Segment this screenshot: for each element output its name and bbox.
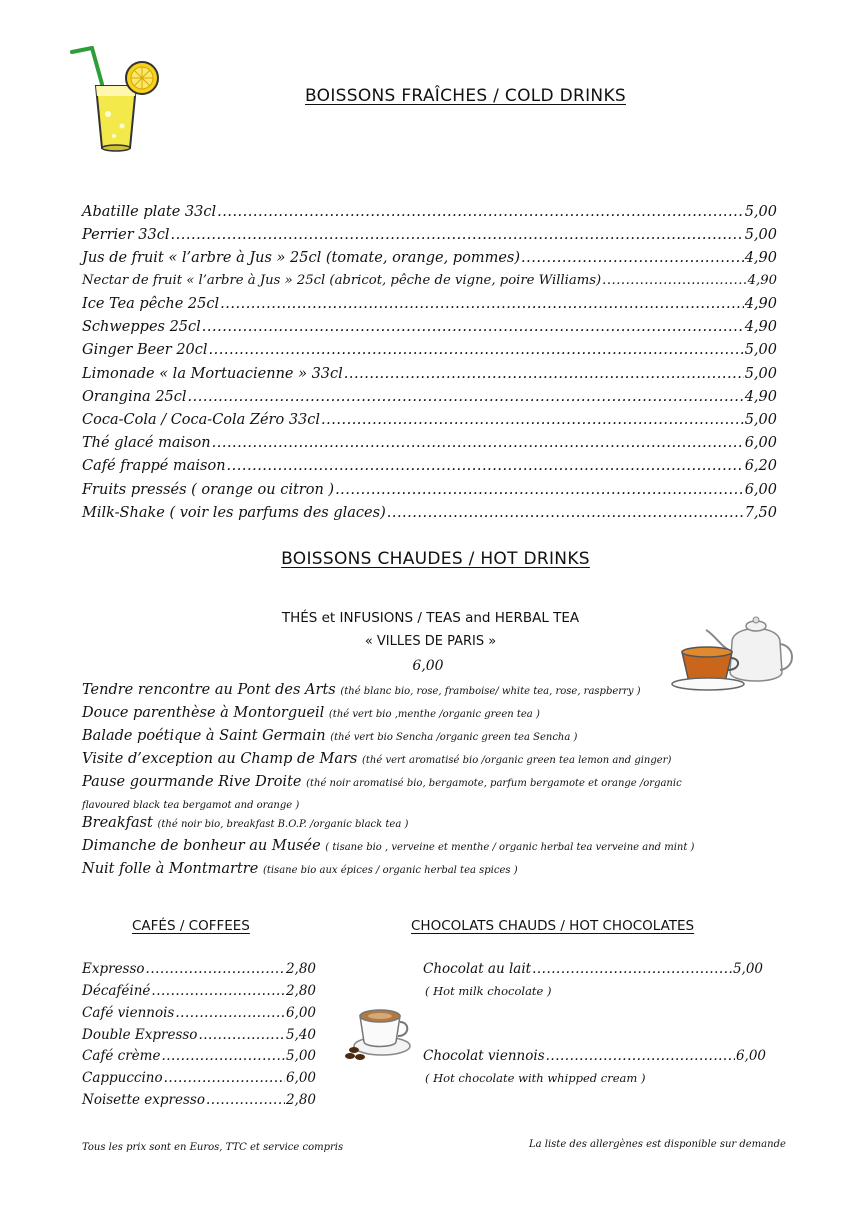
tea-item: [82, 774, 682, 790]
menu-item: [82, 342, 777, 358]
teapot-icon: [670, 612, 802, 694]
item-subtitle: ( Hot milk chocolate ): [425, 984, 552, 998]
tea-description: (thé vert bio Sencha /organic green tea Sencha ): [330, 732, 578, 743]
item-price: 5,00: [744, 204, 777, 220]
tea-description: ( tisane bio , verveine et menthe / organic herbal tea verveine and mint ): [325, 842, 695, 853]
dot-leader: [175, 1005, 285, 1021]
item-name: Décaféiné: [82, 983, 151, 999]
item-price: 4,90: [744, 389, 777, 405]
item-price: 5,00: [285, 1048, 316, 1064]
item-price: 5,40: [285, 1027, 316, 1043]
item-name: Double Expresso: [82, 1027, 198, 1043]
item-price: 6,20: [744, 458, 777, 474]
item-price: 4,90: [744, 296, 777, 312]
dot-leader: [227, 458, 744, 474]
menu-item: [82, 250, 777, 266]
item-name: Orangina 25cl: [82, 389, 187, 405]
tea-name: Breakfast: [82, 815, 153, 831]
tea-description: flavoured black tea bergamot and orange ): [82, 800, 300, 811]
menu-item: [82, 319, 777, 335]
item-price: 5,00: [744, 342, 777, 358]
menu-item: [82, 1027, 316, 1043]
item-price: 5,00: [744, 227, 777, 243]
item-name: Ginger Beer 20cl: [82, 342, 208, 358]
item-price: 4,90: [747, 273, 777, 288]
item-price: 5,00: [744, 412, 777, 428]
menu-item: [82, 412, 777, 428]
item-name: Milk-Shake ( voir les parfums des glaces): [82, 505, 386, 521]
dot-leader: [212, 435, 744, 451]
dot-leader: [521, 250, 744, 266]
dot-leader: [188, 389, 744, 405]
item-name: Café viennois: [82, 1005, 175, 1021]
item-name: Chocolat viennois: [423, 1048, 545, 1064]
tea-description: (thé vert bio ,menthe /organic green tea ): [328, 709, 540, 720]
tea-name: Balade poétique à Saint Germain: [82, 728, 326, 744]
item-price: 6,00: [285, 1070, 316, 1086]
coffee-cup-icon: [344, 1000, 412, 1062]
item-name: Perrier 33cl: [82, 227, 170, 243]
tea-name: Pause gourmande Rive Droite: [82, 774, 302, 790]
menu-item: [423, 961, 763, 977]
menu-item: [82, 435, 777, 451]
menu-item: [82, 366, 777, 382]
item-price: 6,00: [285, 1005, 316, 1021]
dot-leader: [602, 273, 747, 288]
tea-item: [82, 815, 408, 831]
dot-leader: [387, 505, 744, 521]
teas-heading: THÉS et INFUSIONS / TEAS and HERBAL TEA: [281, 610, 580, 626]
dot-leader: [206, 1092, 285, 1108]
item-name: Expresso: [82, 961, 145, 977]
item-name: Café frappé maison: [82, 458, 226, 474]
tea-item-continued: [82, 796, 299, 812]
dot-leader: [171, 227, 744, 243]
dot-leader: [546, 1048, 735, 1064]
dot-leader: [220, 296, 744, 312]
item-name: Nectar de fruit « l’arbre à Jus » 25cl (abricot, pêche de vigne, poire Williams): [82, 273, 602, 288]
item-name: Fruits pressés ( orange ou citron ): [82, 482, 335, 498]
menu-item: [82, 1005, 316, 1021]
menu-item: [82, 961, 316, 977]
item-name: Chocolat au lait: [423, 961, 532, 977]
item-name: Jus de fruit « l’arbre à Jus » 25cl (tomate, orange, pommes): [82, 250, 520, 266]
tea-name: Tendre rencontre au Pont des Arts: [82, 682, 336, 698]
tea-name: Douce parenthèse à Montorgueil: [82, 705, 325, 721]
item-name: Schweppes 25cl: [82, 319, 201, 335]
menu-item: [82, 227, 777, 243]
menu-item: [82, 389, 777, 405]
tea-item: [82, 728, 577, 744]
teas-price: 6,00: [412, 658, 444, 674]
tea-description: (thé blanc bio, rose, framboise/ white tea, rose, raspberry ): [340, 686, 641, 697]
dot-leader: [161, 1048, 284, 1064]
item-name: Limonade « la Mortuacienne » 33cl: [82, 366, 343, 382]
menu-item: [82, 458, 777, 474]
menu-item: [82, 482, 777, 498]
item-price: 5,00: [732, 961, 763, 977]
footer-prices-note: Tous les prix sont en Euros, TTC et service compris: [82, 1142, 344, 1153]
dot-leader: [335, 482, 744, 498]
item-price: 6,00: [735, 1048, 766, 1064]
menu-item: [82, 983, 316, 999]
tea-item: [82, 682, 641, 698]
item-name: Cappuccino: [82, 1070, 163, 1086]
hot-drinks-title: BOISSONS CHAUDES / HOT DRINKS: [281, 549, 590, 569]
tea-description: (thé noir aromatisé bio, bergamote, parfum bergamote et orange /organic: [306, 778, 682, 789]
item-name: Noisette expresso: [82, 1092, 205, 1108]
item-name: Coca-Cola / Coca-Cola Zéro 33cl: [82, 412, 321, 428]
dot-leader: [202, 319, 744, 335]
tea-name: Nuit folle à Montmartre: [82, 861, 259, 877]
chocolates-title: CHOCOLATS CHAUDS / HOT CHOCOLATES: [411, 918, 695, 934]
dot-leader: [198, 1027, 285, 1043]
item-price: 2,80: [285, 983, 316, 999]
item-price: 5,00: [744, 366, 777, 382]
item-name: Café crème: [82, 1048, 161, 1064]
menu-item: [82, 1092, 316, 1108]
menu-item: [82, 204, 777, 220]
item-price: 2,80: [285, 961, 316, 977]
coffees-title: CAFÉS / COFFEES: [132, 918, 250, 934]
tea-item: [82, 861, 518, 877]
item-price: 2,80: [285, 1092, 316, 1108]
tea-item: [82, 751, 671, 767]
menu-item: [82, 1070, 316, 1086]
tea-name: Dimanche de bonheur au Musée: [82, 838, 321, 854]
item-price: 4,90: [744, 250, 777, 266]
cold-drinks-title: BOISSONS FRAÎCHES / COLD DRINKS: [305, 86, 626, 106]
menu-item: [423, 1048, 766, 1064]
menu-item: [82, 296, 777, 312]
teas-subheading: « VILLES DE PARIS »: [364, 634, 497, 649]
tea-name: Visite d’exception au Champ de Mars: [82, 751, 358, 767]
item-subtitle: ( Hot chocolate with whipped cream ): [425, 1071, 646, 1085]
dot-leader: [532, 961, 732, 977]
item-price: 6,00: [744, 435, 777, 451]
tea-description: (thé noir bio, breakfast B.O.P. /organic black tea ): [157, 819, 409, 830]
dot-leader: [209, 342, 744, 358]
tea-item: [82, 838, 694, 854]
dot-leader: [217, 204, 744, 220]
menu-item: [82, 505, 777, 521]
dot-leader: [321, 412, 744, 428]
tea-description: (tisane bio aux épices / organic herbal tea spices ): [262, 865, 518, 876]
item-name: Thé glacé maison: [82, 435, 211, 451]
item-name: Ice Tea pêche 25cl: [82, 296, 220, 312]
tea-item: [82, 705, 540, 721]
tea-description: (thé vert aromatisé bio /organic green tea lemon and ginger): [361, 755, 672, 766]
menu-item: [82, 273, 777, 288]
dot-leader: [151, 983, 285, 999]
item-price: 6,00: [744, 482, 777, 498]
menu-item: [82, 1048, 316, 1064]
item-price: 4,90: [744, 319, 777, 335]
item-price: 7,50: [744, 505, 777, 521]
dot-leader: [164, 1070, 285, 1086]
item-name: Abatille plate 33cl: [82, 204, 217, 220]
dot-leader: [146, 961, 285, 977]
footer-allergens-note: La liste des allergènes est disponible sur demande: [529, 1139, 786, 1150]
dot-leader: [344, 366, 744, 382]
